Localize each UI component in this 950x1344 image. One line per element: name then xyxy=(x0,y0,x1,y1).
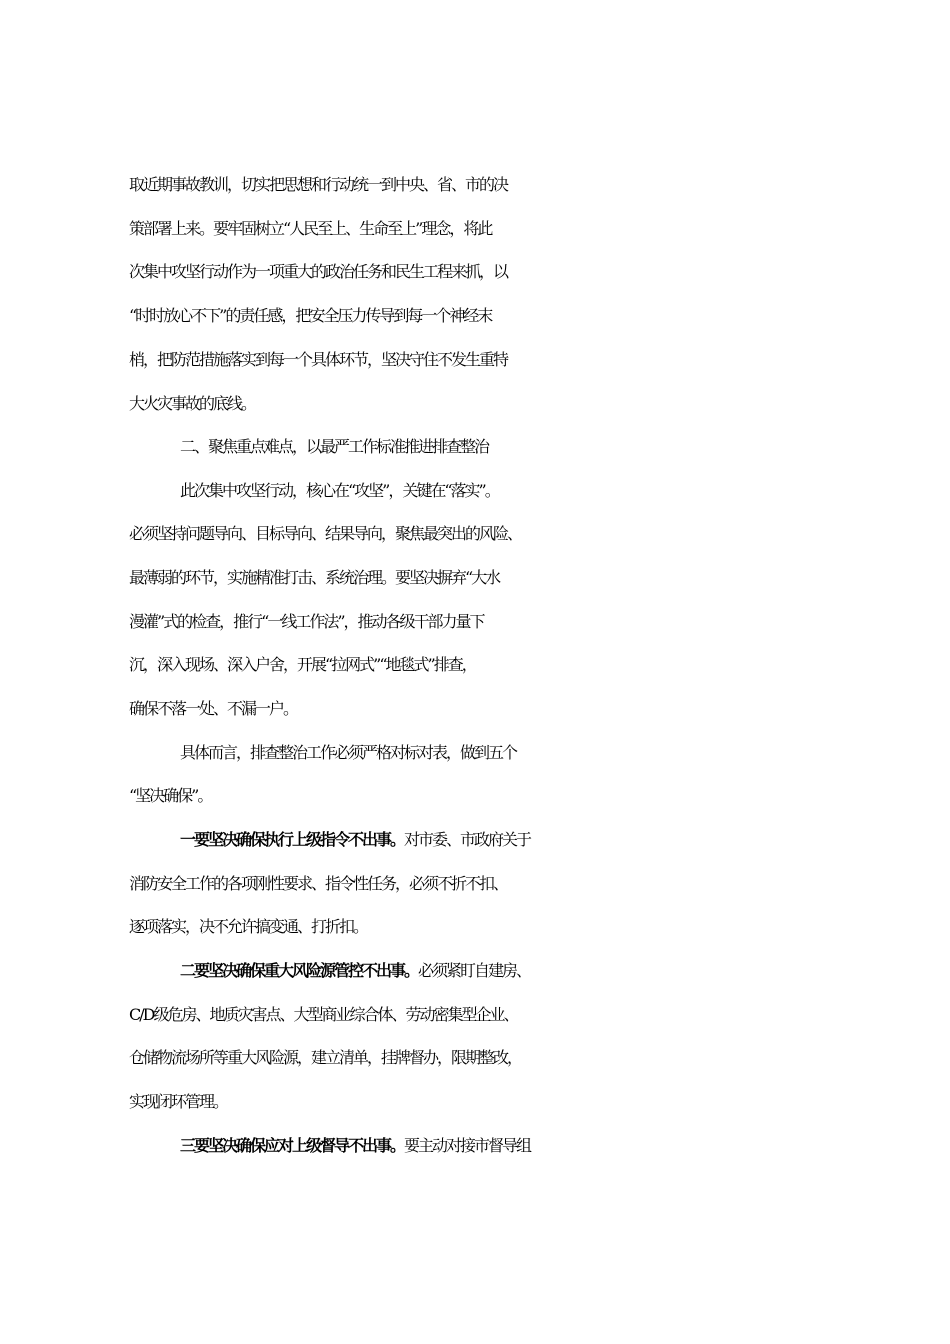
text-line xyxy=(180,818,950,862)
section-heading xyxy=(180,425,950,469)
text-line xyxy=(129,687,950,731)
line-text: 取近期事故教训，切实把思想和行动统一到中央、省、市的决 xyxy=(129,175,508,194)
text-line xyxy=(180,1124,950,1168)
text-line xyxy=(129,163,950,207)
text-line xyxy=(180,731,950,775)
text-line xyxy=(129,512,950,556)
text-line xyxy=(129,1080,950,1124)
bold-lead-in: 一要坚决确保执行上级指令不出事。 xyxy=(180,830,405,849)
line-text: 漫灌”式的检查，推行“一线工作法”，推动各级干部力量下 xyxy=(129,612,484,631)
line-text: “时时放心不下”的责任感，把安全压力传导到每一个神经末 xyxy=(129,306,492,325)
line-text: 确保不落一处、不漏一户。 xyxy=(129,699,298,718)
line-text: 梢，把防范措施落实到每一个具体环节，坚决守住不发生重特 xyxy=(129,350,508,369)
text-line xyxy=(129,993,950,1037)
line-text: 此次集中攻坚行动，核心在“攻坚”，关键在“落实”。 xyxy=(180,481,499,500)
text-line xyxy=(129,207,950,251)
line-text: 必须紧盯自建房、 xyxy=(418,961,531,980)
text-line xyxy=(129,338,950,382)
bold-lead-in: 二要坚决确保重大风险源管控不出事。 xyxy=(180,961,419,980)
text-line xyxy=(180,469,950,513)
line-text: C/D级危房、地质灾害点、大型商业综合体、劳动密集型企业、 xyxy=(129,1005,518,1024)
text-line xyxy=(129,643,950,687)
text-line xyxy=(129,600,950,644)
text-line xyxy=(129,862,950,906)
line-text: “坚决确保”。 xyxy=(129,786,212,805)
text-line xyxy=(129,774,950,818)
text-line xyxy=(129,382,950,426)
heading-text: 二、聚焦重点难点，以最严工作标准推进排查整治 xyxy=(180,437,489,456)
line-text: 对市委、市政府关于 xyxy=(404,830,531,849)
line-text: 必须坚持问题导向、目标导向、结果导向，聚焦最突出的风险、 xyxy=(129,524,522,543)
text-line xyxy=(129,905,950,949)
line-text: 次集中攻坚行动作为一项重大的政治任务和民生工程来抓，以 xyxy=(129,262,508,281)
line-text: 消防安全工作的各项刚性要求、指令性任务，必须不折不扣、 xyxy=(129,874,508,893)
line-text: 最薄弱的环节，实施精准打击、系统治理。要坚决摒弃“大水 xyxy=(129,568,500,587)
text-line xyxy=(129,294,950,338)
line-text: 仓储物流场所等重大风险源，建立清单，挂牌督办，限期整改， xyxy=(129,1048,522,1067)
text-line xyxy=(129,250,950,294)
line-text: 策部署上来。要牢固树立“人民至上、生命至上”理念，将此 xyxy=(129,219,492,238)
line-text: 大火灾事故的底线。 xyxy=(129,394,256,413)
line-text: 逐项落实，决不允许搞变通、打折扣。 xyxy=(129,917,368,936)
text-line xyxy=(129,1036,950,1080)
line-text: 沉，深入现场、深入户舍，开展“拉网式”“地毯式”排查， xyxy=(129,655,476,674)
line-text: 具体而言，排查整治工作必须严格对标对表，做到五个 xyxy=(180,743,517,762)
text-line xyxy=(180,949,950,993)
bold-lead-in: 三要坚决确保应对上级督导不出事。 xyxy=(180,1136,405,1155)
line-text: 实现闭环管理。 xyxy=(129,1092,228,1111)
text-line xyxy=(129,556,950,600)
line-text: 要主动对接市督导组 xyxy=(404,1136,531,1155)
